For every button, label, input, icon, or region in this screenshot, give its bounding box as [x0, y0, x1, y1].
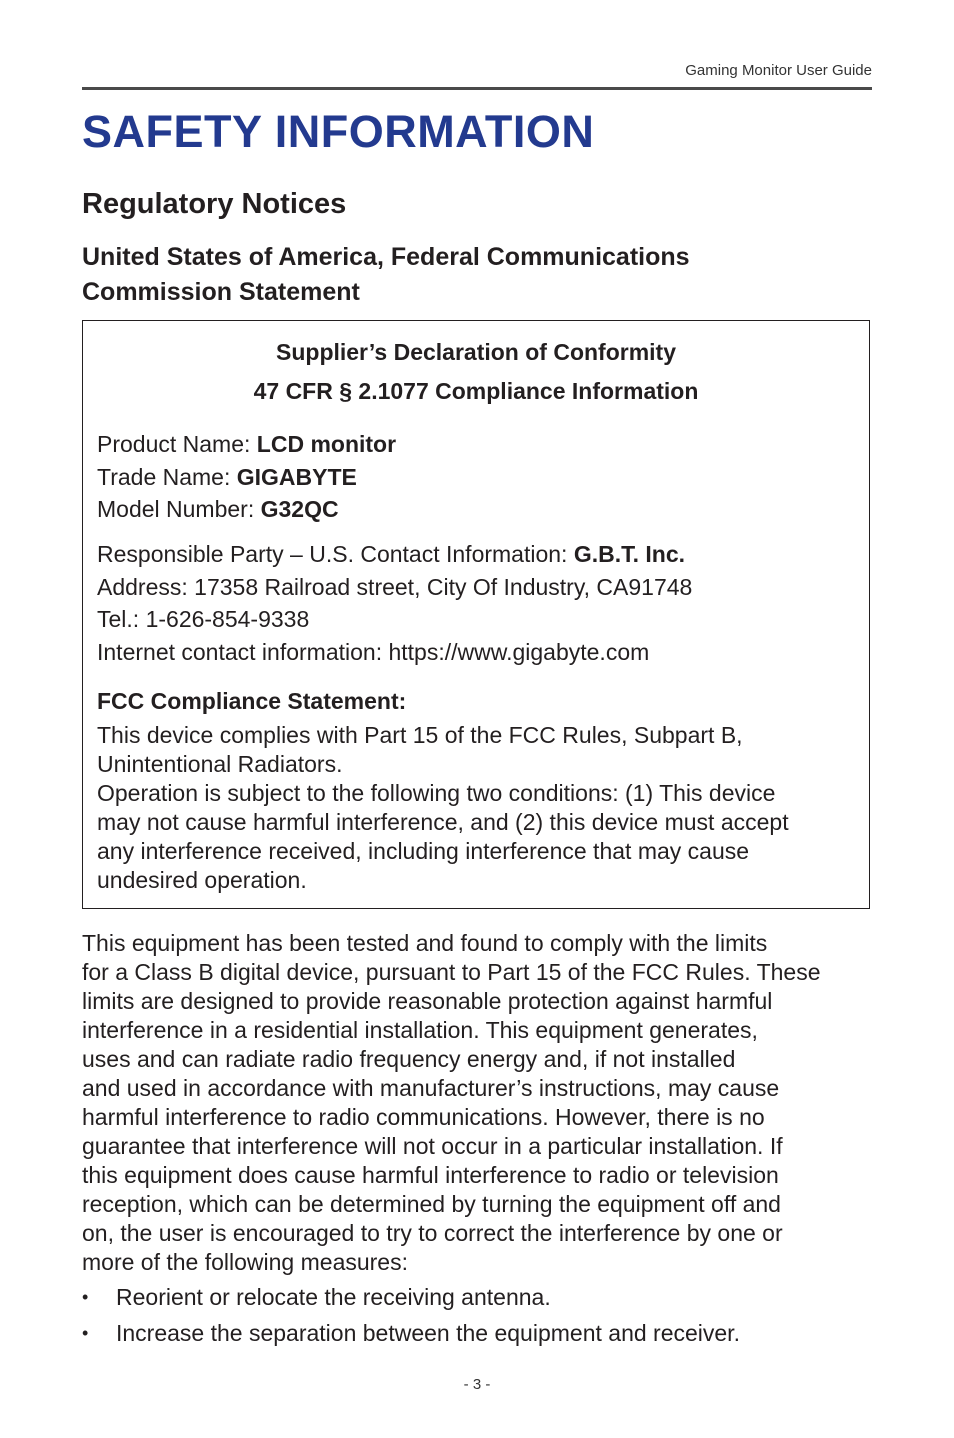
body-line: reception, which can be determined by turning the equipment off and: [82, 1191, 781, 1217]
trade-name-row: [97, 461, 855, 494]
body-line: interference in a residential installation. This equipment generates,: [82, 1017, 758, 1043]
section-heading: Regulatory Notices: [82, 188, 347, 220]
body-line: for a Class B digital device, pursuant to Part 15 of the FCC Rules. These: [82, 959, 821, 985]
product-name-label: Product Name:: [97, 431, 257, 457]
page-title: SAFETY INFORMATION: [82, 106, 595, 157]
product-info: [97, 428, 855, 526]
header-guide-title: Gaming Monitor User Guide: [685, 62, 872, 79]
address-row: Address: 17358 Railroad street, City Of Industry, CA91748: [97, 573, 693, 600]
model-number-row: [97, 493, 855, 526]
trade-name-value: GIGABYTE: [236, 463, 357, 490]
fcc-compliance-text: [97, 721, 855, 895]
body-line: more of the following measures:: [82, 1249, 408, 1275]
fcc-line: This device complies with Part 15 of the FCC Rules, Subpart B,: [97, 722, 743, 748]
fcc-line: Operation is subject to the following two conditions: (1) This device: [97, 780, 776, 806]
measures-list: [82, 1281, 872, 1353]
internet-row: Internet contact information: https://www.gigabyte.com: [97, 638, 650, 665]
fcc-line: any interference received, including interference that may cause: [97, 838, 750, 864]
fcc-line: Unintentional Radiators.: [97, 751, 343, 777]
product-name-row: [97, 428, 855, 461]
responsible-party-label: Responsible Party – U.S. Contact Information:: [97, 541, 574, 567]
tel-row: Tel.: 1-626-854-9338: [97, 606, 310, 632]
responsible-party-row: [97, 538, 855, 571]
notice-box: [82, 320, 870, 909]
body-line: guarantee that interference will not occur in a particular installation. If: [82, 1133, 783, 1159]
list-item: [82, 1281, 872, 1314]
body-line: this equipment does cause harmful interference to radio or television: [82, 1162, 779, 1188]
body-line: and used in accordance with manufacturer’s instructions, may cause: [82, 1075, 780, 1101]
sub-heading-line: United States of America, Federal Communications: [82, 243, 690, 271]
body-line: This equipment has been tested and found to comply with the limits: [82, 930, 768, 956]
bullet-icon: •: [82, 1287, 89, 1307]
contact-info: [97, 538, 855, 668]
body-line: on, the user is encouraged to try to correct the interference by one or: [82, 1220, 783, 1246]
page-number: - 3 -: [463, 1376, 491, 1393]
body-line: limits are designed to provide reasonable protection against harmful: [82, 988, 773, 1014]
model-number-label: Model Number:: [97, 496, 261, 522]
list-item-text: Reorient or relocate the receiving antenna.: [116, 1284, 551, 1310]
list-item-text: Increase the separation between the equipment and receiver.: [116, 1320, 740, 1346]
body-line: harmful interference to radio communications. However, there is no: [82, 1104, 765, 1130]
responsible-party-value: G.B.T. Inc.: [573, 541, 686, 567]
fcc-compliance-title: FCC Compliance Statement:: [97, 688, 407, 714]
header-rule: [82, 87, 872, 90]
body-line: uses and can radiate radio frequency energy and, if not installed: [82, 1046, 736, 1072]
model-number-value: G32QC: [260, 496, 339, 522]
sub-heading: [82, 240, 872, 310]
box-title-declaration: Supplier’s Declaration of Conformity: [276, 339, 676, 365]
bullet-icon: •: [82, 1323, 89, 1343]
trade-name-label: Trade Name:: [97, 463, 237, 490]
body-paragraph: [82, 929, 872, 1277]
list-item: [82, 1317, 872, 1350]
product-name-value: LCD monitor: [256, 431, 397, 457]
box-title-compliance: 47 CFR § 2.1077 Compliance Information: [253, 378, 699, 404]
fcc-line: undesired operation.: [97, 867, 307, 893]
sub-heading-line: Commission Statement: [82, 278, 360, 306]
fcc-line: may not cause harmful interference, and (2) this device must accept: [97, 809, 789, 835]
